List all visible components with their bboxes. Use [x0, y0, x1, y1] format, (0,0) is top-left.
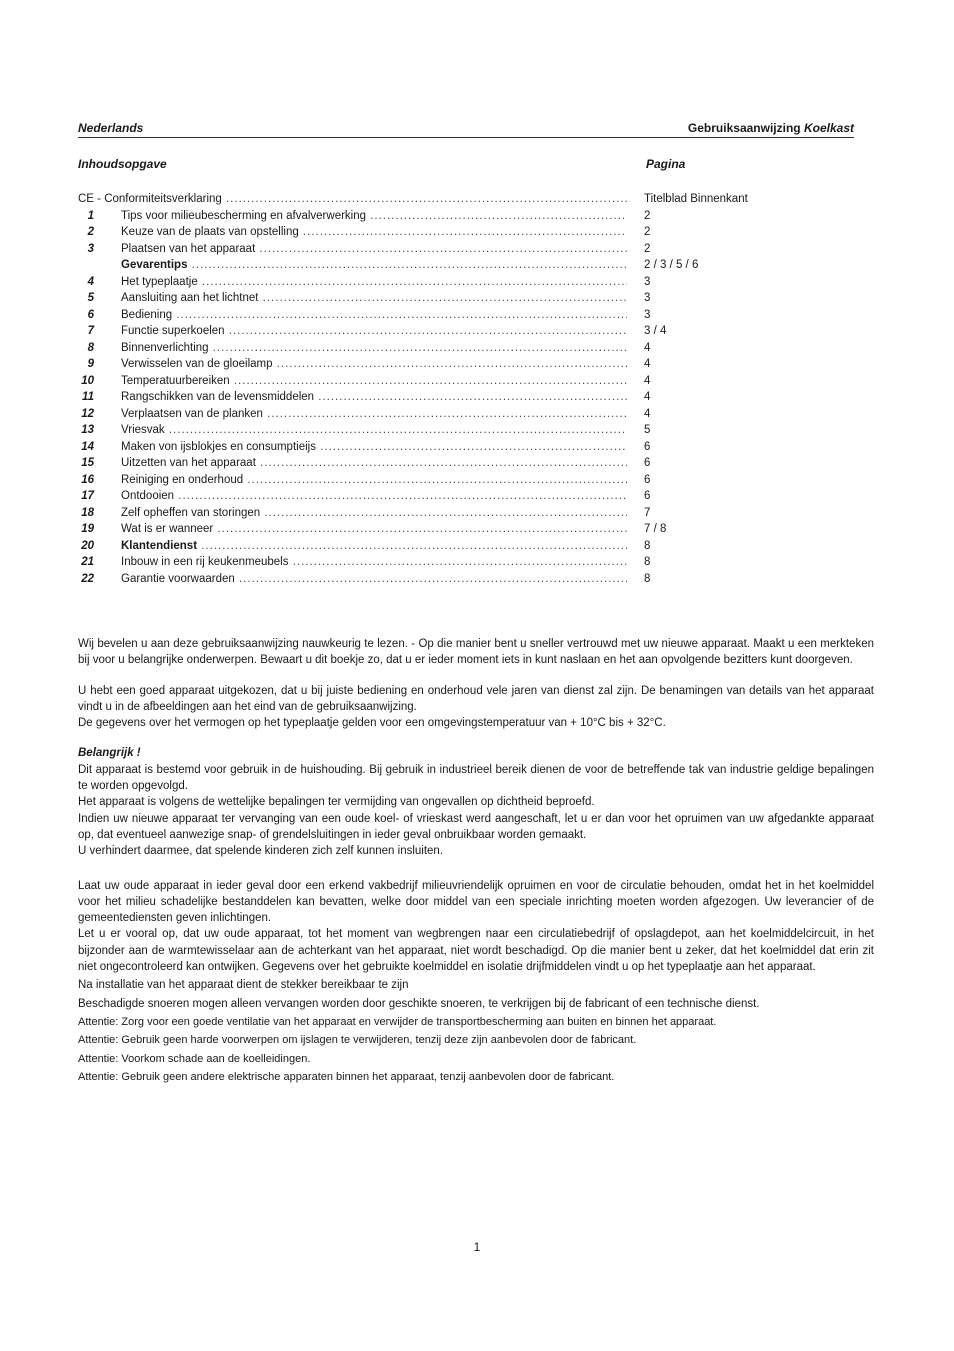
header-title-emphasis: Koelkast	[803, 121, 854, 135]
toc-entry	[78, 422, 778, 439]
toc-entry-leader	[121, 340, 627, 357]
attention-note: Attentie: Voorkom schade aan de koelleidingen.	[78, 1052, 311, 1065]
toc-entry-number: 19	[81, 523, 94, 535]
toc-entry-number: 21	[81, 556, 94, 568]
toc-entry	[78, 290, 778, 307]
toc-entry-page: 4	[644, 391, 651, 403]
toc-entry	[78, 406, 778, 423]
toc-entry-number: 22	[81, 572, 94, 585]
toc-entry-page: 6	[644, 473, 651, 486]
toc-entry-label: Gevarentips	[121, 259, 188, 271]
important-heading: Belangrijk !	[78, 747, 141, 760]
page-number: 1	[473, 1240, 481, 1254]
header-title-prefix: Gebruiksaanwijzing	[687, 121, 801, 135]
toc-entry-leader	[121, 290, 627, 307]
toc-entry-label: Vriesvak	[121, 424, 165, 436]
toc-entry-leader	[121, 241, 627, 258]
toc-entry-page: 4	[644, 374, 651, 387]
toc-entry-number: 13	[81, 424, 94, 436]
toc-entry-label: Reiniging en onderhoud	[121, 473, 244, 486]
toc-entry-leader	[121, 455, 627, 472]
toc-entry-label: Maken von ijsblokjes en consumptieijs	[121, 440, 316, 453]
toc-entry-label: Wat is er wanneer	[121, 523, 214, 535]
important-paragraph: Dit apparaat is bestemd voor gebruik in de huishouding. Bij gebruik in industrieel bereik dienen de voor de betreffende tak van industrie geldige bepalingen te worden opgevolgd.	[78, 763, 874, 793]
toc-entry-page: 3	[644, 308, 651, 321]
toc-entry-leader	[121, 373, 627, 390]
important-paragraph: U verhindert daarmee, dat spelende kinderen zich zelf kunnen insluiten.	[78, 845, 444, 858]
toc-entry-number: 3	[87, 242, 94, 255]
page-header	[78, 121, 854, 138]
toc-entry-page: 4	[644, 407, 651, 420]
toc-entry-leader	[121, 422, 627, 439]
toc-entry	[78, 340, 778, 357]
toc-entry	[78, 571, 778, 588]
toc-entry-leader	[121, 571, 627, 588]
toc-entry-number: 1	[87, 209, 94, 222]
toc-entry-label: Rangschikken van de levensmiddelen	[121, 391, 315, 403]
toc-entry-number: 5	[87, 292, 94, 304]
important-paragraph: Het apparaat is volgens de wettelijke bepalingen ter vermijding van ongevallen op dichtheid beproefd.	[78, 796, 595, 809]
header-language: Nederlands	[78, 121, 144, 135]
toc-entry	[78, 356, 778, 373]
toc-entry-leader	[121, 274, 627, 291]
toc-entry-page: 3 / 4	[644, 325, 667, 337]
toc-entry-page: 2	[644, 226, 651, 238]
toc-entry-page: 4	[644, 358, 651, 370]
toc-entry-label: Functie superkoelen	[121, 325, 225, 337]
toc-entry-page: 5	[644, 424, 651, 436]
toc-entry-leader	[121, 488, 627, 505]
toc-entry	[78, 538, 778, 555]
toc-entry	[78, 241, 778, 258]
toc-entry-leader	[121, 208, 627, 225]
toc-entry-number: 15	[81, 457, 94, 469]
toc-entry	[78, 257, 778, 274]
attention-note: Attentie: Gebruik geen andere elektrische apparaten binnen het apparaat, tenzij aanbevolen door de fabricant.	[78, 1070, 615, 1083]
toc-entry-label: Garantie voorwaarden	[121, 572, 235, 585]
toc-entry-leader	[121, 257, 627, 274]
attention-note: Attentie: Zorg voor een goede ventilatie van het apparaat en verwijder de transportbescherming aan buiten en binnen het apparaat.	[78, 1015, 717, 1028]
toc-entry	[78, 505, 778, 522]
toc-entry-number: 20	[81, 539, 94, 552]
intro-paragraph: U hebt een goed apparaat uitgekozen, dat u bij juiste bediening en onderhoud vele jaren van dienst zal zijn. De benamingen van details van het apparaat vindt u in de afbeeldingen aan het eind van de gebruiksaanwijzing.	[78, 684, 874, 713]
toc-heading: Inhoudsopgave	[78, 157, 167, 171]
toc-entry-page: 7	[644, 506, 651, 519]
toc-entry-number: 16	[81, 473, 94, 486]
toc-entry-number: 14	[81, 440, 94, 453]
toc-entry-label: Keuze van de plaats van opstelling	[121, 226, 299, 238]
toc-entry-page: 4	[644, 341, 651, 354]
disposal-paragraph: Laat uw oude apparaat in ieder geval door een erkend vakbedrijf milieuvriendelijk opruimen en voor de circulatie behouden, omdat het in het koelmiddel voor het milieu schadelijke bestanddelen kan bevatten, welke door middel van een speciale inrichting moeten worden afgezogen. Uw leverancier of de gemeentediensten geven inlichtingen.	[78, 879, 874, 925]
disposal-paragraph: Let u er vooral op, dat uw oude apparaat, tot het moment van wegbrengen naar een circulatiebedrijf of opslagdepot, aan het koelmiddelcircuit, in het bijzonder aan de warmtewisselaar aan de achterkant van het apparaat, niet wordt beschadigd. Op die manier bent u zeker, dat het koelmiddel dat erin zit niet ongecontroleerd kan ontwijken. Gegevens over het gebruikte koelmiddel en isolatie drijfmiddelen vindt u op het typeplaatje aan het apparaat.	[78, 928, 874, 974]
toc-entry-label: Verwisselen van de gloeilamp	[121, 358, 273, 370]
toc-entry	[78, 472, 778, 489]
toc-entry-leader	[121, 439, 627, 456]
toc-entry	[78, 554, 778, 571]
toc-entry	[78, 208, 778, 225]
toc-entry-leader	[121, 307, 627, 324]
toc-entry-number: 4	[87, 275, 94, 288]
toc-entry-label: Tips voor milieubescherming en afvalverwerking	[121, 209, 367, 222]
toc-entry-number: 10	[81, 374, 94, 387]
toc-entry-number: 6	[87, 308, 94, 321]
toc-entry-number: 12	[81, 407, 94, 420]
install-paragraph: Na installatie van het apparaat dient de stekker bereikbaar te zijn	[78, 979, 409, 992]
toc-entry-label: Plaatsen van het apparaat	[121, 242, 256, 255]
toc-entry-number: 17	[81, 490, 94, 502]
toc-entry-label: Verplaatsen van de planken	[121, 407, 263, 420]
toc-entry-label: Aansluiting aan het lichtnet	[121, 292, 259, 304]
toc-entry-page: Titelblad Binnenkant	[644, 193, 748, 205]
toc-entry-page: 6	[644, 457, 651, 469]
toc-entry-page: 2	[644, 242, 651, 255]
toc-entry	[78, 307, 778, 324]
toc-entry-number: 7	[87, 325, 94, 337]
toc-entry-page: 6	[644, 490, 651, 502]
toc-entry-leader	[121, 406, 627, 423]
toc-entry-number: 2	[87, 226, 94, 238]
toc-entry-label: Zelf opheffen van storingen	[121, 506, 261, 519]
toc-entry-leader	[121, 521, 627, 538]
intro-paragraph: Wij bevelen u aan deze gebruiksaanwijzing nauwkeurig te lezen. - Op die manier bent u sneller vertrouwd met uw nieuwe apparaat. Maakt u een merkteken bij voor u belangrijke onderwerpen. Bewaart u dit boekje zo, dat u er ieder moment iets in kunt naslaan en het aan opvolgende bezitters kunt doorgeven.	[78, 638, 874, 667]
toc-entry-leader	[121, 554, 627, 571]
toc-entry-leader	[121, 389, 627, 406]
toc-entry-number: 18	[81, 506, 94, 519]
header-title	[688, 121, 854, 135]
toc-entry-label: Binnenverlichting	[121, 341, 209, 354]
toc-entry-label: Ontdooien	[121, 490, 175, 502]
toc-entry	[78, 274, 778, 291]
toc-entry-leader	[121, 356, 627, 373]
toc-entry	[78, 389, 778, 406]
toc-entry-page: 3	[644, 275, 651, 288]
toc-page-heading: Pagina	[646, 157, 686, 171]
table-of-contents	[78, 191, 778, 587]
toc-entry-page: 2	[644, 209, 651, 222]
toc-entry-label: Inbouw in een rij keukenmeubels	[121, 556, 289, 568]
toc-entry-page: 7 / 8	[644, 523, 667, 535]
toc-entry-leader	[121, 505, 627, 522]
toc-entry-label: Klantendienst	[121, 539, 198, 552]
toc-entry	[78, 191, 778, 208]
toc-entry-number: 8	[87, 341, 94, 354]
toc-entry	[78, 323, 778, 340]
toc-entry	[78, 439, 778, 456]
toc-entry-page: 8	[644, 539, 651, 552]
body-text	[78, 636, 874, 1085]
toc-entry	[78, 455, 778, 472]
toc-entry-leader	[121, 323, 627, 340]
toc-entry-page: 6	[644, 440, 651, 453]
toc-entry-number: 11	[82, 391, 94, 403]
toc-entry	[78, 521, 778, 538]
toc-entry-page: 2 / 3 / 5 / 6	[644, 259, 699, 271]
important-paragraph: Indien uw nieuwe apparaat ter vervanging van een oude koel- of vrieskast werd aangeschaft, let u er dan voor het opruimen van uw afgedankte apparaat op, dat eventueel aanwezige snap- of grendelsluitingen in ieder geval onbruikbaar worden gemaakt.	[78, 812, 874, 841]
toc-entry-leader	[121, 224, 627, 241]
toc-entry-label: Temperatuurbereiken	[121, 374, 230, 387]
toc-entry	[78, 488, 778, 505]
toc-entry-label: CE - Conformiteitsverklaring	[78, 193, 222, 205]
toc-heading-row	[78, 157, 778, 171]
toc-entry-label: Bediening	[121, 308, 173, 321]
toc-entry-leader	[121, 472, 627, 489]
toc-entry	[78, 224, 778, 241]
toc-entry-label: Uitzetten van het apparaat	[121, 457, 256, 469]
toc-entry-leader	[121, 538, 627, 555]
attention-note: Attentie: Gebruik geen harde voorwerpen om ijslagen te verwijderen, tenzij deze zijn aanbevolen door de fabricant.	[78, 1034, 637, 1047]
intro-paragraph: De gegevens over het vermogen op het typeplaatje gelden voor een omgevingstemperatuur van + 10°C bis + 32°C.	[78, 717, 666, 730]
toc-entry-leader	[78, 191, 630, 208]
toc-entry-label: Het typeplaatje	[121, 275, 198, 288]
toc-entry-page: 8	[644, 556, 651, 568]
install-paragraph: Beschadigde snoeren mogen alleen vervangen worden door geschikte snoeren, te verkrijgen bij de fabricant of een technische dienst.	[78, 997, 760, 1010]
toc-entry-page: 8	[644, 572, 651, 585]
toc-entry-number: 9	[87, 358, 94, 370]
toc-entry	[78, 373, 778, 390]
toc-entry-page: 3	[644, 292, 651, 304]
